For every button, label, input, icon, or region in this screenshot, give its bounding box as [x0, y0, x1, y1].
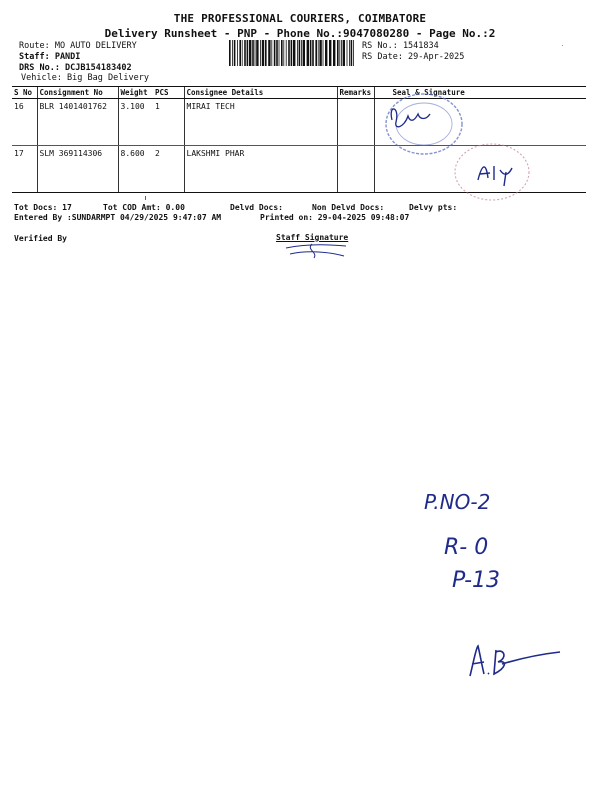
rs-date: RS Date: 29-Apr-2025 [362, 52, 465, 62]
barcode-bar [318, 40, 319, 66]
barcode-bar [301, 40, 302, 66]
barcode-image [229, 40, 357, 66]
staff-signature-label: Staff Signature [276, 233, 349, 242]
cell-sno: 16 [12, 99, 37, 146]
cell-pcs: 1 [153, 99, 184, 146]
barcode-bar [271, 40, 272, 66]
barcode-bar [242, 40, 243, 66]
col-header-consignment: Consignment No [37, 87, 118, 99]
staff-text: Staff: PANDI [19, 52, 81, 62]
barcode-bar [315, 40, 317, 66]
col-header-remarks: Remarks [337, 87, 374, 99]
barcode-bar [255, 40, 256, 66]
cell-remarks [337, 146, 374, 193]
barcode-bar [260, 40, 261, 66]
scan-speck [562, 45, 563, 46]
handwritten-page-no: P.NO-2 [424, 490, 491, 514]
barcode-bar [337, 40, 339, 66]
printed-on: Printed on: 29-04-2025 09:48:07 [260, 213, 410, 222]
barcode-bar [237, 40, 238, 66]
delivered-docs: Delvd Docs: [230, 203, 283, 212]
barcode-bar [351, 40, 353, 66]
col-header-pcs: PCS [153, 87, 184, 99]
barcode-bar [256, 40, 258, 66]
barcode-bar [349, 40, 350, 66]
table-row [12, 99, 586, 146]
handwritten-signature [462, 640, 562, 680]
barcode-bar [329, 40, 331, 66]
handwritten-r-count: R- 0 [444, 535, 489, 560]
entered-by: Entered By :SUNDARMPT 04/29/2025 9:47:07 AM [14, 213, 222, 222]
tot-docs: Tot Docs: 17 [14, 203, 72, 212]
table-header-row [12, 87, 586, 99]
barcode-bar [234, 40, 236, 66]
barcode-bar [274, 40, 276, 66]
barcode-bar [279, 40, 280, 66]
barcode-bar [353, 40, 354, 66]
barcode-bar [288, 40, 290, 66]
barcode-bar [283, 40, 284, 66]
barcode-bar [310, 40, 312, 66]
scan-speck [145, 196, 146, 200]
cell-weight: 3.100 [118, 99, 153, 146]
runsheet-title: Delivery Runsheet - PNP - Phone No.:9047080280 - Page No.:2 [104, 27, 496, 40]
barcode-bar [291, 40, 293, 66]
cell-consignee: LAKSHMI PHAR [184, 146, 337, 193]
barcode-bar [339, 40, 340, 66]
col-header-consignee: Consignee Details [184, 87, 337, 99]
handwritten-p-count: P-13 [452, 568, 500, 593]
company-title: THE PROFESSIONAL COURIERS, COIMBATORE [173, 12, 427, 25]
delivery-points: Delvy pts: [409, 203, 458, 212]
barcode-bar [347, 40, 348, 66]
barcode-bar [229, 40, 231, 66]
barcode-bar [239, 40, 241, 66]
non-delivered-docs: Non Delvd Docs: [312, 203, 385, 212]
barcode-bar [341, 40, 342, 66]
barcode-bar [307, 40, 309, 66]
barcode-bar [293, 40, 295, 66]
barcode-bar [323, 40, 324, 66]
barcode-bar [281, 40, 283, 66]
barcode-bar [244, 40, 246, 66]
col-header-weight: Weight [118, 87, 153, 99]
barcode-bar [249, 40, 251, 66]
rs-number: RS No.: 1541834 [362, 41, 439, 51]
barcode-bar [319, 40, 321, 66]
col-header-sno: S No [12, 87, 37, 99]
vehicle-text: Vehicle: Big Bag Delivery [21, 73, 149, 83]
cell-weight: 8.600 [118, 146, 153, 193]
barcode-bar [262, 40, 264, 66]
staff-signature-mark [284, 240, 354, 260]
barcode-bar [299, 40, 301, 66]
barcode-bar [297, 40, 298, 66]
verified-by-label: Verified By [14, 234, 67, 243]
barcode-bar [343, 40, 345, 66]
barcode-bar [312, 40, 314, 66]
barcode-bar [286, 40, 287, 66]
barcode-bar [247, 40, 249, 66]
route-text: Route: MO AUTO DELIVERY [19, 41, 137, 51]
cell-consignment: SLM 369114306 [37, 146, 118, 193]
col-header-seal: Seal & Signature [374, 87, 586, 99]
cell-consignment: BLR 1401401762 [37, 99, 118, 146]
barcode-bar [268, 40, 270, 66]
barcode-bar [252, 40, 254, 66]
barcode-bar [333, 40, 335, 66]
barcode-bar [265, 40, 267, 66]
barcode-bar [303, 40, 305, 66]
cell-pcs: 2 [153, 146, 184, 193]
cell-remarks [337, 99, 374, 146]
tot-cod-amount: Tot COD Amt: 0.00 [103, 203, 185, 212]
drs-number: DRS No.: DCJB154183402 [19, 63, 132, 73]
cell-consignee: MIRAI TECH [184, 99, 337, 146]
delivery-seal-stamp [450, 142, 532, 204]
barcode-bar [232, 40, 233, 66]
cell-sno: 17 [12, 146, 37, 193]
barcode-bar [325, 40, 327, 66]
barcode-bar [276, 40, 278, 66]
